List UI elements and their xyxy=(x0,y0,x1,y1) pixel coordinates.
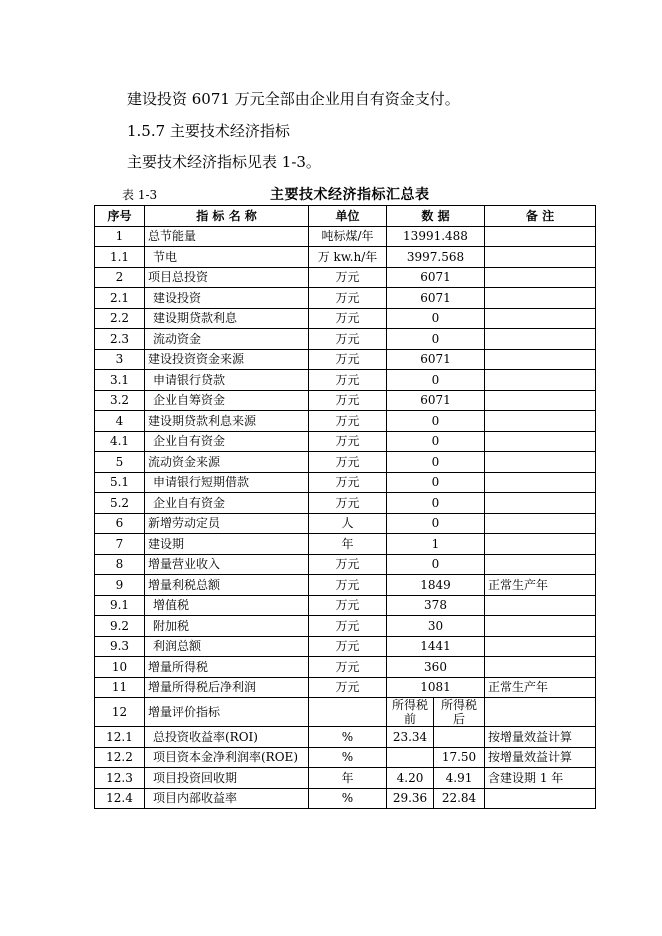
cell-name: 增量所得税后净利润 xyxy=(145,677,309,698)
cell-unit: 万元 xyxy=(309,452,387,473)
cell-seq: 1.1 xyxy=(95,247,145,268)
cell-value: 0 xyxy=(387,493,485,514)
cell-name: 流动资金来源 xyxy=(145,452,309,473)
cell-note xyxy=(485,288,596,309)
cell-name: 流动资金 xyxy=(145,329,309,350)
cell-name: 项目总投资 xyxy=(145,267,309,288)
cell-name: 总节能量 xyxy=(145,226,309,247)
cell-pre-tax: 29.36 xyxy=(387,788,434,809)
table-row xyxy=(95,727,596,748)
cell-name: 申请银行短期借款 xyxy=(145,472,309,493)
cell-unit: 万元 xyxy=(309,308,387,329)
cell-unit: 吨标煤/年 xyxy=(309,226,387,247)
cell-name: 企业自有资金 xyxy=(145,431,309,452)
cell-name: 建设期贷款利息来源 xyxy=(145,411,309,432)
cell-seq: 5.2 xyxy=(95,493,145,514)
cell-note xyxy=(485,308,596,329)
cell-note: 含建设期 1 年 xyxy=(485,768,596,789)
cell-name: 项目投资回收期 xyxy=(145,768,309,789)
cell-post-tax: 17.50 xyxy=(434,747,485,768)
cell-value: 0 xyxy=(387,329,485,350)
cell-unit: 万元 xyxy=(309,267,387,288)
cell-note: 正常生产年 xyxy=(485,575,596,596)
table-row xyxy=(95,513,596,534)
cell-seq: 2.3 xyxy=(95,329,145,350)
cell-value: 6071 xyxy=(387,390,485,411)
cell-name: 申请银行贷款 xyxy=(145,370,309,391)
cell-name: 增量营业收入 xyxy=(145,554,309,575)
cell-value: 0 xyxy=(387,431,485,452)
paragraph-investment-funding: 建设投资 6071 万元全部由企业用自有资金支付。 xyxy=(127,90,460,108)
cell-name: 企业自筹资金 xyxy=(145,390,309,411)
cell-note: 按增量效益计算 xyxy=(485,727,596,748)
table-row xyxy=(95,431,596,452)
cell-note xyxy=(485,411,596,432)
cell-unit: 人 xyxy=(309,513,387,534)
cell-post-tax-header: 所得税后 xyxy=(434,698,485,727)
cell-value: 1849 xyxy=(387,575,485,596)
cell-name: 项目内部收益率 xyxy=(145,788,309,809)
cell-value: 13991.488 xyxy=(387,226,485,247)
cell-value: 3997.568 xyxy=(387,247,485,268)
cell-note xyxy=(485,493,596,514)
cell-note xyxy=(485,329,596,350)
table-header-row xyxy=(95,206,596,227)
cell-seq: 3.1 xyxy=(95,370,145,391)
cell-note xyxy=(485,636,596,657)
cell-note xyxy=(485,226,596,247)
cell-post-tax xyxy=(434,727,485,748)
cell-seq: 2 xyxy=(95,267,145,288)
cell-unit: 万元 xyxy=(309,411,387,432)
cell-unit: 万元 xyxy=(309,390,387,411)
cell-unit: 万元 xyxy=(309,595,387,616)
cell-name: 增值税 xyxy=(145,595,309,616)
cell-unit: 万元 xyxy=(309,554,387,575)
table-row xyxy=(95,472,596,493)
table-row xyxy=(95,657,596,678)
cell-unit: 万元 xyxy=(309,493,387,514)
table-row xyxy=(95,575,596,596)
cell-seq: 4 xyxy=(95,411,145,432)
cell-post-tax: 4.91 xyxy=(434,768,485,789)
cell-seq: 12.2 xyxy=(95,747,145,768)
cell-note xyxy=(485,657,596,678)
cell-unit: 万元 xyxy=(309,288,387,309)
cell-note xyxy=(485,788,596,809)
cell-seq: 12.1 xyxy=(95,727,145,748)
cell-unit: 万元 xyxy=(309,636,387,657)
cell-unit: 万元 xyxy=(309,657,387,678)
cell-note xyxy=(485,390,596,411)
cell-unit: 万 kw.h/年 xyxy=(309,247,387,268)
table-row xyxy=(95,768,596,789)
cell-name: 增量所得税 xyxy=(145,657,309,678)
cell-seq: 4.1 xyxy=(95,431,145,452)
section-heading: 1.5.7 主要技术经济指标 xyxy=(127,122,290,140)
table-row xyxy=(95,554,596,575)
cell-value: 0 xyxy=(387,308,485,329)
table-row xyxy=(95,226,596,247)
cell-value: 360 xyxy=(387,657,485,678)
cell-value: 6071 xyxy=(387,349,485,370)
cell-note xyxy=(485,595,596,616)
table-row xyxy=(95,534,596,555)
cell-pre-tax: 23.34 xyxy=(387,727,434,748)
table-caption-label: 表 1-3 xyxy=(122,188,158,202)
cell-unit: 万元 xyxy=(309,431,387,452)
cell-seq: 8 xyxy=(95,554,145,575)
cell-name: 新增劳动定员 xyxy=(145,513,309,534)
cell-value: 1081 xyxy=(387,677,485,698)
cell-unit: 万元 xyxy=(309,329,387,350)
cell-note xyxy=(485,698,596,727)
cell-note xyxy=(485,247,596,268)
table-row xyxy=(95,636,596,657)
cell-note xyxy=(485,370,596,391)
cell-name: 企业自有资金 xyxy=(145,493,309,514)
table-row xyxy=(95,308,596,329)
header-data: 数 据 xyxy=(387,206,485,227)
cell-note xyxy=(485,513,596,534)
cell-name: 利润总额 xyxy=(145,636,309,657)
cell-value: 0 xyxy=(387,554,485,575)
cell-seq: 9 xyxy=(95,575,145,596)
table-row xyxy=(95,698,596,727)
paragraph-table-reference: 主要技术经济指标见表 1-3。 xyxy=(127,153,321,171)
cell-unit: 万元 xyxy=(309,370,387,391)
header-note: 备 注 xyxy=(485,206,596,227)
cell-name: 项目资本金净利润率(ROE) xyxy=(145,747,309,768)
cell-seq: 7 xyxy=(95,534,145,555)
cell-pre-tax: 4.20 xyxy=(387,768,434,789)
table-row xyxy=(95,452,596,473)
cell-note xyxy=(485,431,596,452)
table-row xyxy=(95,267,596,288)
cell-pre-tax-header: 所得税前 xyxy=(387,698,434,727)
cell-seq: 9.1 xyxy=(95,595,145,616)
cell-value: 0 xyxy=(387,452,485,473)
table-row xyxy=(95,677,596,698)
cell-post-tax: 22.84 xyxy=(434,788,485,809)
cell-seq: 3 xyxy=(95,349,145,370)
cell-name: 建设期贷款利息 xyxy=(145,308,309,329)
table-row xyxy=(95,788,596,809)
cell-value: 378 xyxy=(387,595,485,616)
cell-unit: % xyxy=(309,747,387,768)
cell-note xyxy=(485,534,596,555)
cell-value: 30 xyxy=(387,616,485,637)
cell-value: 6071 xyxy=(387,288,485,309)
table-row xyxy=(95,288,596,309)
cell-seq: 2.1 xyxy=(95,288,145,309)
cell-name: 总投资收益率(ROI) xyxy=(145,727,309,748)
header-unit: 单位 xyxy=(309,206,387,227)
cell-unit: 万元 xyxy=(309,616,387,637)
table-row xyxy=(95,390,596,411)
cell-unit: 万元 xyxy=(309,349,387,370)
cell-seq: 9.2 xyxy=(95,616,145,637)
cell-note xyxy=(485,267,596,288)
cell-pre-tax xyxy=(387,747,434,768)
cell-value: 0 xyxy=(387,513,485,534)
cell-value: 1441 xyxy=(387,636,485,657)
indicators-table xyxy=(94,205,596,809)
table-row xyxy=(95,747,596,768)
cell-seq: 6 xyxy=(95,513,145,534)
cell-name: 增量利税总额 xyxy=(145,575,309,596)
header-seq: 序号 xyxy=(95,206,145,227)
header-name: 指 标 名 称 xyxy=(145,206,309,227)
cell-seq: 1 xyxy=(95,226,145,247)
table-row xyxy=(95,595,596,616)
cell-unit: % xyxy=(309,788,387,809)
cell-unit: 万元 xyxy=(309,575,387,596)
cell-value: 0 xyxy=(387,411,485,432)
cell-note xyxy=(485,616,596,637)
cell-seq: 5 xyxy=(95,452,145,473)
cell-unit: 年 xyxy=(309,534,387,555)
cell-seq: 9.3 xyxy=(95,636,145,657)
cell-note xyxy=(485,554,596,575)
cell-value: 0 xyxy=(387,472,485,493)
cell-unit xyxy=(309,698,387,727)
cell-seq: 12.4 xyxy=(95,788,145,809)
table-row xyxy=(95,247,596,268)
cell-name: 增量评价指标 xyxy=(145,698,309,727)
cell-name: 建设投资资金来源 xyxy=(145,349,309,370)
table-row xyxy=(95,616,596,637)
cell-note: 正常生产年 xyxy=(485,677,596,698)
cell-seq: 12 xyxy=(95,698,145,727)
cell-note xyxy=(485,349,596,370)
cell-value: 0 xyxy=(387,370,485,391)
cell-name: 建设投资 xyxy=(145,288,309,309)
cell-note xyxy=(485,472,596,493)
cell-seq: 5.1 xyxy=(95,472,145,493)
table-row xyxy=(95,329,596,350)
cell-name: 建设期 xyxy=(145,534,309,555)
cell-seq: 2.2 xyxy=(95,308,145,329)
table-row xyxy=(95,411,596,432)
table-row xyxy=(95,349,596,370)
cell-seq: 11 xyxy=(95,677,145,698)
table-caption-title: 主要技术经济指标汇总表 xyxy=(270,187,430,203)
table-row xyxy=(95,493,596,514)
cell-unit: % xyxy=(309,727,387,748)
cell-unit: 年 xyxy=(309,768,387,789)
cell-value: 1 xyxy=(387,534,485,555)
cell-seq: 10 xyxy=(95,657,145,678)
cell-note xyxy=(485,452,596,473)
cell-seq: 12.3 xyxy=(95,768,145,789)
cell-unit: 万元 xyxy=(309,472,387,493)
table-row xyxy=(95,370,596,391)
cell-name: 节电 xyxy=(145,247,309,268)
cell-unit: 万元 xyxy=(309,677,387,698)
cell-name: 附加税 xyxy=(145,616,309,637)
cell-note: 按增量效益计算 xyxy=(485,747,596,768)
cell-value: 6071 xyxy=(387,267,485,288)
cell-seq: 3.2 xyxy=(95,390,145,411)
